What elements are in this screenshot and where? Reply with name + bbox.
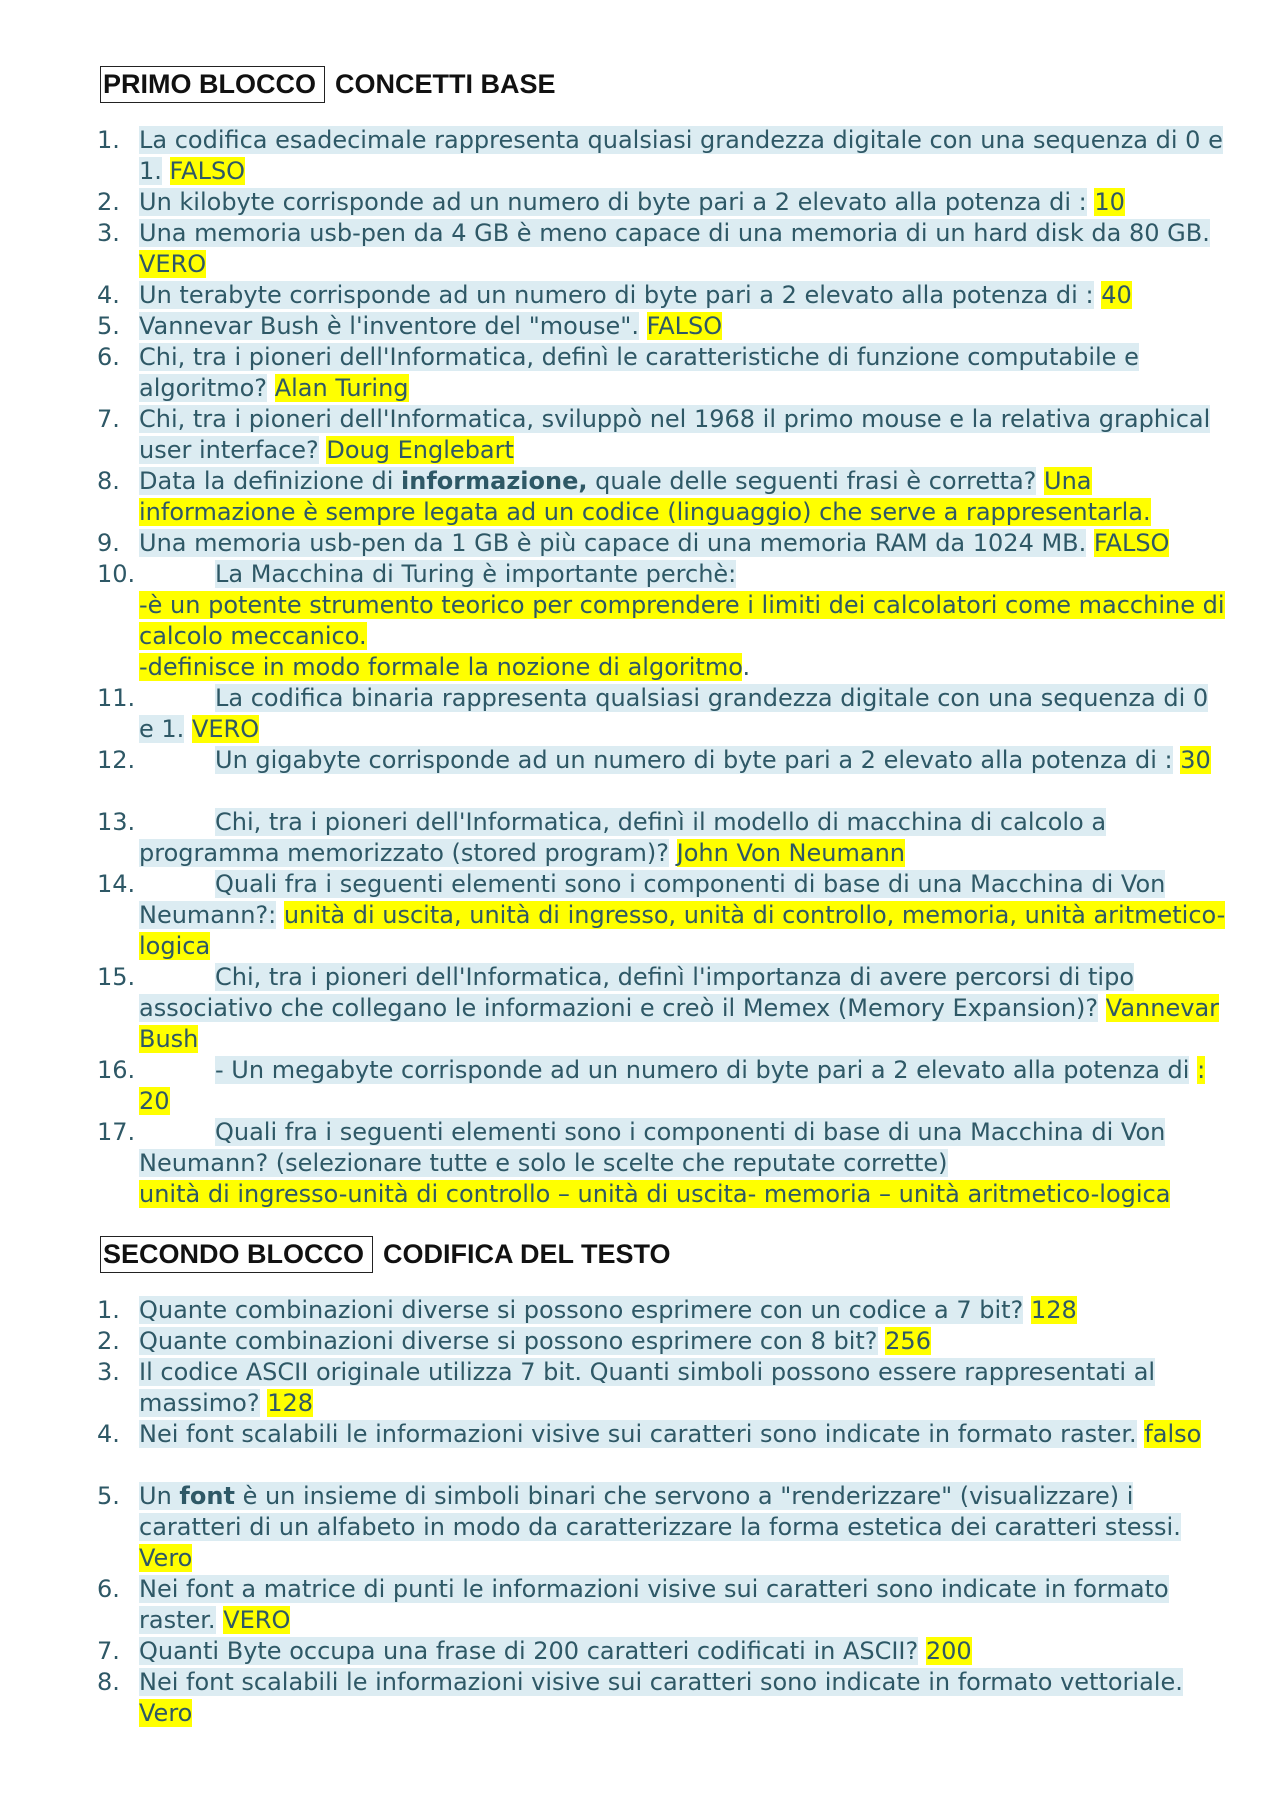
- question-text: Nei font scalabili le informazioni visive sui caratteri sono indicate in formato raster.: [139, 1420, 1137, 1448]
- answer-text: FALSO: [1093, 529, 1170, 557]
- answer-text: unità di ingresso-unità di controllo – unità di uscita- memoria – unità aritmetico-logica: [139, 1180, 1171, 1208]
- item-number: 2.: [97, 188, 120, 216]
- answer-text: 200: [925, 1637, 972, 1665]
- question-item: [0, 1574, 1280, 1636]
- item-number: 4.: [97, 1420, 120, 1448]
- answer-text: falso: [1144, 1420, 1202, 1448]
- question-item: [0, 187, 1280, 218]
- question-text: Data la definizione di: [139, 467, 394, 495]
- section-label-2: SECONDO BLOCCO: [100, 1236, 373, 1273]
- question-text: - Un megabyte corrisponde ad un numero di byte pari a 2 elevato alla potenza di: [215, 1056, 1190, 1084]
- answer-text: 256: [885, 1327, 931, 1355]
- answer-text: Vero: [139, 1544, 193, 1572]
- item-number: 15.: [97, 963, 136, 991]
- question-item: [0, 745, 1280, 807]
- item-number: 3.: [97, 1358, 120, 1386]
- section-label-1: PRIMO BLOCCO: [100, 66, 325, 103]
- item-number: 1.: [97, 1296, 120, 1324]
- question-text: Un terabyte corrisponde ad un numero di byte pari a 2 elevato alla potenza di :: [139, 281, 1094, 309]
- answer-text: FALSO: [169, 157, 246, 185]
- item-number: 6.: [97, 343, 120, 371]
- item-number: 14.: [97, 870, 136, 898]
- question-item: [0, 1667, 1280, 1729]
- question-item: [0, 528, 1280, 559]
- question-item: [0, 1419, 1280, 1481]
- question-text: quale delle seguenti frasi è corretta?: [595, 467, 1037, 495]
- question-item: [0, 1481, 1280, 1574]
- item-number: 10.: [97, 560, 136, 588]
- question-text: è un insieme di simboli binari che servono a "renderizzare" (visualizzare) i caratteri di un alfabeto in modo da caratterizzare la forma estetica dei caratteri stessi.: [139, 1482, 1181, 1541]
- question-item: [0, 280, 1280, 311]
- question-text: Il codice ASCII originale utilizza 7 bit. Quanti simboli possono essere rappresentati al massimo?: [139, 1358, 1156, 1417]
- answer-text: : 20: [139, 1056, 1206, 1115]
- answer-text: 10: [1094, 188, 1125, 216]
- item-number: 8.: [97, 1668, 120, 1696]
- answer-text: John Von Neumann: [676, 839, 905, 867]
- question-item: [0, 807, 1280, 869]
- question-item: [0, 559, 1280, 683]
- question-list-1: [0, 125, 1280, 1210]
- answer-text: Una informazione è sempre legata ad un codice (linguaggio) che serve a rappresentarla.: [139, 467, 1151, 526]
- answer-text: FALSO: [646, 312, 723, 340]
- section-heading-1: [100, 66, 556, 103]
- question-text: Quante combinazioni diverse si possono esprimere con 8 bit?: [139, 1327, 878, 1355]
- section-title-2: CODIFICA DEL TESTO: [383, 1239, 671, 1269]
- question-text: Una memoria usb-pen da 1 GB è più capace di una memoria RAM da 1024 MB.: [139, 529, 1087, 557]
- question-item: [0, 962, 1280, 1055]
- item-number: 11.: [97, 684, 136, 712]
- answer-text: Alan Turing: [274, 374, 409, 402]
- punctuation: .: [742, 653, 751, 681]
- question-text: Vannevar Bush è l'inventore del "mouse".: [139, 312, 639, 340]
- answer-text: VERO: [223, 1606, 291, 1634]
- item-number: 5.: [97, 1482, 120, 1510]
- answer-text: 40: [1101, 281, 1132, 309]
- question-text: La codifica esadecimale rappresenta qualsiasi grandezza digitale con una sequenza di 0 e 1.: [139, 126, 1223, 185]
- question-text: Quanti Byte occupa una frase di 200 caratteri codificati in ASCII?: [139, 1637, 919, 1665]
- question-keyword: informazione,: [401, 467, 588, 495]
- answer-text: 30: [1180, 746, 1211, 774]
- question-text: Chi, tra i pioneri dell'Informatica, definì l'importanza di avere percorsi di tipo associativo che collegano le informazioni e creò il Memex (Memory Expansion)?: [139, 963, 1134, 1022]
- question-text: Un: [139, 1482, 172, 1510]
- item-number: 4.: [97, 281, 120, 309]
- question-list-2: [0, 1295, 1280, 1729]
- question-item: [0, 1295, 1280, 1326]
- question-item: [0, 683, 1280, 745]
- answer-text: 128: [267, 1389, 314, 1417]
- section-title-1: CONCETTI BASE: [335, 69, 556, 99]
- question-item: [0, 404, 1280, 466]
- question-text: Chi, tra i pioneri dell'Informatica, definì il modello di macchina di calcolo a programma memorizzato (stored program)?: [139, 808, 1107, 867]
- question-item: [0, 466, 1280, 528]
- question-item: [0, 1055, 1280, 1117]
- answer-text: unità di uscita, unità di ingresso, unità di controllo, memoria, unità aritmetico-logica: [139, 901, 1226, 960]
- question-item: [0, 125, 1280, 187]
- answer-text: 128: [1030, 1296, 1077, 1324]
- question-text: Una memoria usb-pen da 4 GB è meno capace di una memoria di un hard disk da 80 GB.: [139, 219, 1210, 247]
- answer-text: VERO: [139, 250, 207, 278]
- question-item: [0, 1117, 1280, 1210]
- question-item: [0, 1357, 1280, 1419]
- question-text: Un gigabyte corrisponde ad un numero di byte pari a 2 elevato alla potenza di :: [215, 746, 1173, 774]
- section-heading-2: [100, 1236, 671, 1273]
- item-number: 6.: [97, 1575, 120, 1603]
- question-text: Un kilobyte corrisponde ad un numero di byte pari a 2 elevato alla potenza di :: [139, 188, 1087, 216]
- item-number: 13.: [97, 808, 136, 836]
- item-number: 17.: [97, 1118, 136, 1146]
- question-text: Nei font a matrice di punti le informazioni visive sui caratteri sono indicate in formato raster.: [139, 1575, 1169, 1634]
- answer-text: Vannevar Bush: [139, 994, 1220, 1053]
- item-number: 7.: [97, 405, 120, 433]
- question-text: La Macchina di Turing è importante perchè:: [215, 560, 737, 588]
- answer-text: -è un potente strumento teorico per comprendere i limiti dei calcolatori come macchine di calcolo meccanico.: [139, 591, 1225, 650]
- answer-text: Doug Englebart: [326, 436, 514, 464]
- answer-text: -definisce in modo formale la nozione di algoritmo: [139, 653, 743, 681]
- question-item: [0, 311, 1280, 342]
- question-item: [0, 342, 1280, 404]
- item-number: 8.: [97, 467, 120, 495]
- question-text: Quali fra i seguenti elementi sono i componenti di base di una Macchina di Von Neumann?:: [139, 870, 1166, 929]
- item-number: 3.: [97, 219, 120, 247]
- question-text: Chi, tra i pioneri dell'Informatica, definì le caratteristiche di funzione computabile e algoritmo?: [139, 343, 1139, 402]
- item-number: 1.: [97, 126, 120, 154]
- item-number: 7.: [97, 1637, 120, 1665]
- question-item: [0, 1326, 1280, 1357]
- question-text: La codifica binaria rappresenta qualsiasi grandezza digitale con una sequenza di 0 e 1.: [139, 684, 1209, 743]
- item-number: 9.: [97, 529, 120, 557]
- question-item: [0, 1636, 1280, 1667]
- question-keyword: font: [179, 1482, 235, 1510]
- item-number: 5.: [97, 312, 120, 340]
- item-number: 12.: [97, 746, 136, 774]
- answer-text: VERO: [191, 715, 260, 743]
- question-text: Chi, tra i pioneri dell'Informatica, sviluppò nel 1968 il primo mouse e la relativa graphical user interface?: [139, 405, 1211, 464]
- question-item: [0, 218, 1280, 280]
- question-text: Quante combinazioni diverse si possono esprimere con un codice a 7 bit?: [139, 1296, 1024, 1324]
- item-number: 2.: [97, 1327, 120, 1355]
- question-text: Nei font scalabili le informazioni visive sui caratteri sono indicate in formato vettoriale.: [139, 1668, 1183, 1696]
- question-item: [0, 869, 1280, 962]
- answer-text: Vero: [139, 1699, 193, 1727]
- question-text: Quali fra i seguenti elementi sono i componenti di base di una Macchina di Von Neumann? (selezionare tutte e solo le scelte che reputate corrette): [139, 1118, 1166, 1177]
- item-number: 16.: [97, 1056, 136, 1084]
